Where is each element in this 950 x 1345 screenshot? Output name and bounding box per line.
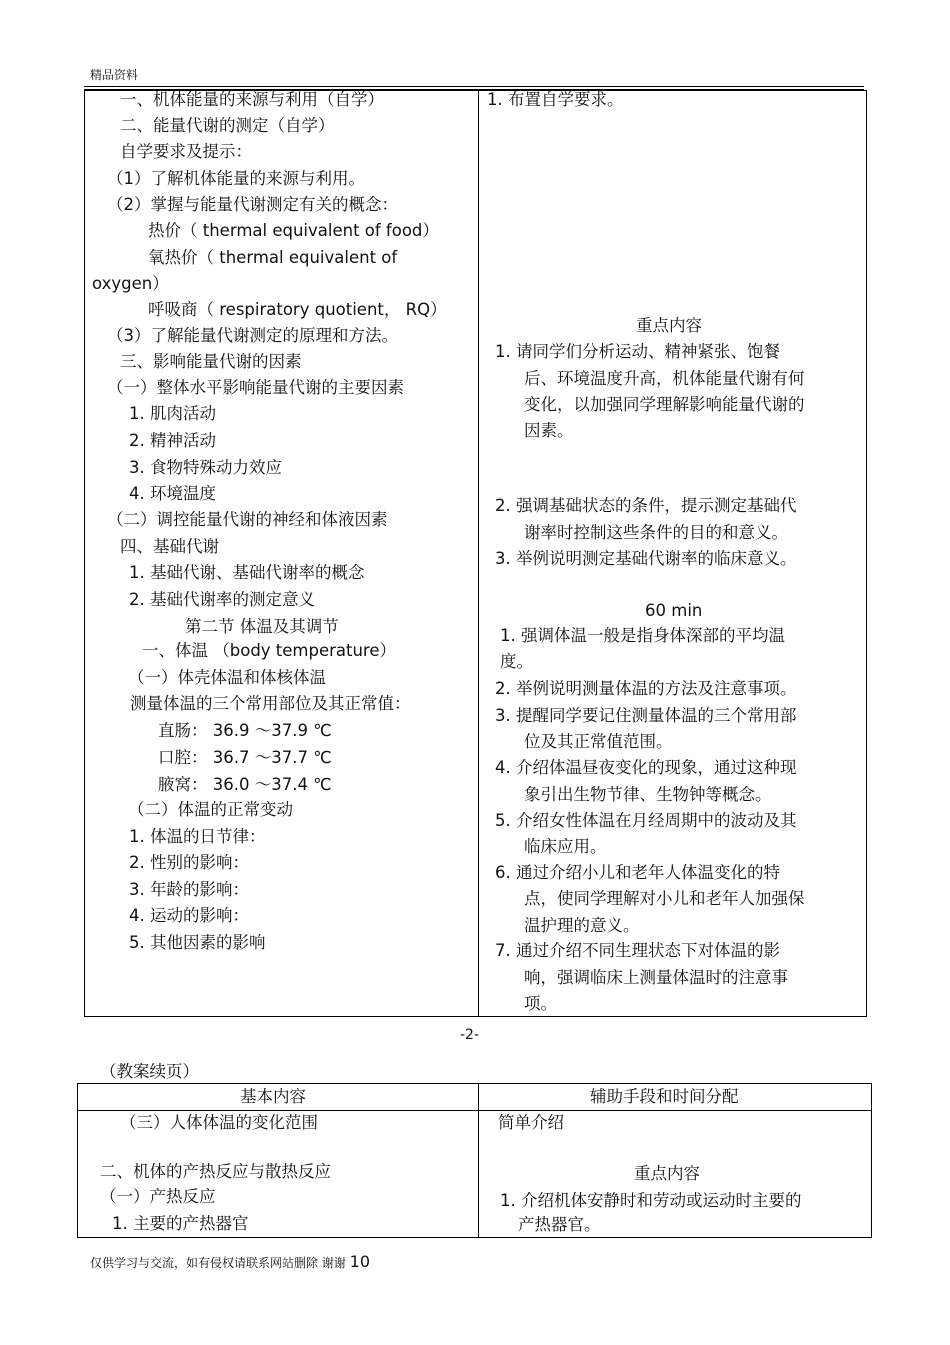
text-line: 产热器官。 (518, 1215, 601, 1234)
text-line: 2. 强调基础状态的条件，提示测定基础代 (495, 496, 797, 515)
text-line: 1. 强调体温一般是指身体深部的平均温 (500, 626, 785, 645)
text-line: 5. 其他因素的影响 (129, 933, 266, 952)
text-line: 三、影响能量代谢的因素 (120, 352, 302, 371)
text-line: 呼吸商（ respiratory quotient， RQ） (148, 300, 447, 319)
text-line: 二、机体的产热反应与散热反应 (100, 1162, 331, 1181)
text-line: 1. 主要的产热器官 (112, 1214, 249, 1233)
text-line: 因素。 (524, 421, 574, 440)
text-line: 自学要求及提示： (120, 142, 252, 161)
text-line: 一、体温 （body temperature） (142, 641, 397, 660)
header-rule (84, 86, 864, 87)
text-line: 后、环境温度升高，机体能量代谢有何 (524, 369, 805, 388)
text-line: 2. 基础代谢率的测定意义 (129, 590, 315, 609)
section-heading: 重点内容 (634, 1164, 700, 1183)
text-line: 4. 介绍体温昼夜变化的现象，通过这种现 (495, 758, 797, 777)
text-line: 1. 基础代谢、基础代谢率的概念 (129, 563, 365, 582)
column-divider (478, 1083, 479, 1238)
header-label: 精品资料 (90, 68, 139, 82)
footer-note: 仅供学习与交流，如有侵权请联系网站删除 谢谢 (90, 1256, 346, 1270)
text-line: 7. 通过介绍不同生理状态下对体温的影 (495, 941, 780, 960)
text-line: 四、基础代谢 (120, 537, 219, 556)
text-line: 1. 肌肉活动 (129, 404, 216, 423)
text-line: 热价（ thermal equivalent of food） (148, 221, 439, 240)
text-line: 点，使同学理解对小儿和老年人加强保 (524, 889, 805, 908)
text-line: （二）体温的正常变动 (128, 800, 293, 819)
text-line: （2）掌握与能量代谢测定有关的概念： (107, 195, 398, 214)
text-line: 谢率时控制这些条件的目的和意义。 (524, 523, 788, 542)
text-line: 1. 体温的日节律： (129, 827, 266, 846)
text-line: oxygen） (92, 274, 169, 293)
text-line: 温护理的意义。 (524, 916, 640, 935)
text-line: 口腔： 36.7 ～37.7 ℃ (158, 748, 332, 767)
text-line: 3. 提醒同学要记住测量体温的三个常用部 (495, 706, 797, 725)
footer (90, 1252, 370, 1271)
text-line: （1）了解机体能量的来源与利用。 (107, 169, 365, 188)
text-line: 4. 运动的影响： (129, 906, 249, 925)
text-line: 1. 请同学们分析运动、精神紧张、饱餐 (495, 342, 780, 361)
text-line: 3. 年龄的影响： (129, 880, 249, 899)
text-line: 氧热价（ thermal equivalent of (148, 248, 398, 267)
page-number: -2- (460, 1027, 480, 1043)
text-line: 变化，以加强同学理解影响能量代谢的 (524, 395, 805, 414)
column-divider (478, 90, 479, 1017)
text-line: 4. 环境温度 (129, 484, 216, 503)
text-line: 一、机体能量的来源与利用（自学） (120, 90, 384, 109)
text-line: 项。 (524, 994, 557, 1013)
time-allocation: 60 min (645, 601, 703, 620)
text-line: 1. 布置自学要求。 (487, 90, 624, 109)
footer-page-number: 10 (349, 1252, 371, 1271)
text-line: （二）调控能量代谢的神经和体液因素 (107, 510, 388, 529)
text-line: 位及其正常值范围。 (524, 732, 673, 751)
text-line: 3. 食物特殊动力效应 (129, 458, 282, 477)
text-line: 响，强调临床上测量体温时的注意事 (524, 968, 788, 987)
text-line: 1. 介绍机体安静时和劳动或运动时主要的 (500, 1191, 802, 1210)
text-line: 二、能量代谢的测定（自学） (120, 116, 335, 135)
text-line: （一）整体水平影响能量代谢的主要因素 (107, 378, 404, 397)
section-title: 第二节 体温及其调节 (185, 617, 339, 636)
table-header-aids-time: 辅助手段和时间分配 (590, 1087, 739, 1106)
text-line: （一）产热反应 (100, 1187, 216, 1206)
continued-label: （教案续页） (100, 1062, 199, 1081)
text-line: 3. 举例说明测定基础代谢率的临床意义。 (495, 549, 797, 568)
text-line: （一）体壳体温和体核体温 (128, 668, 326, 687)
text-line: 5. 介绍女性体温在月经周期中的波动及其 (495, 811, 797, 830)
text-line: 象引出生物节律、生物钟等概念。 (524, 785, 772, 804)
text-line: 腋窝： 36.0 ～37.4 ℃ (158, 775, 332, 794)
text-line: 2. 精神活动 (129, 431, 216, 450)
text-line: 直肠： 36.9 ～37.9 ℃ (158, 721, 332, 740)
table-header-rule (77, 1110, 872, 1111)
text-line: 测量体温的三个常用部位及其正常值： (130, 694, 411, 713)
text-line: 2. 举例说明测量体温的方法及注意事项。 (495, 679, 797, 698)
text-line: 6. 通过介绍小儿和老年人体温变化的特 (495, 863, 780, 882)
text-line: 度。 (500, 652, 533, 671)
section-heading: 重点内容 (636, 316, 702, 335)
table-header-basic-content: 基本内容 (240, 1087, 306, 1106)
text-line: （3）了解能量代谢测定的原理和方法。 (107, 326, 398, 345)
text-line: 临床应用。 (524, 837, 607, 856)
text-line: （三）人体体温的变化范围 (120, 1113, 318, 1132)
text-line: 简单介绍 (498, 1113, 564, 1132)
text-line: 2. 性别的影响： (129, 853, 249, 872)
